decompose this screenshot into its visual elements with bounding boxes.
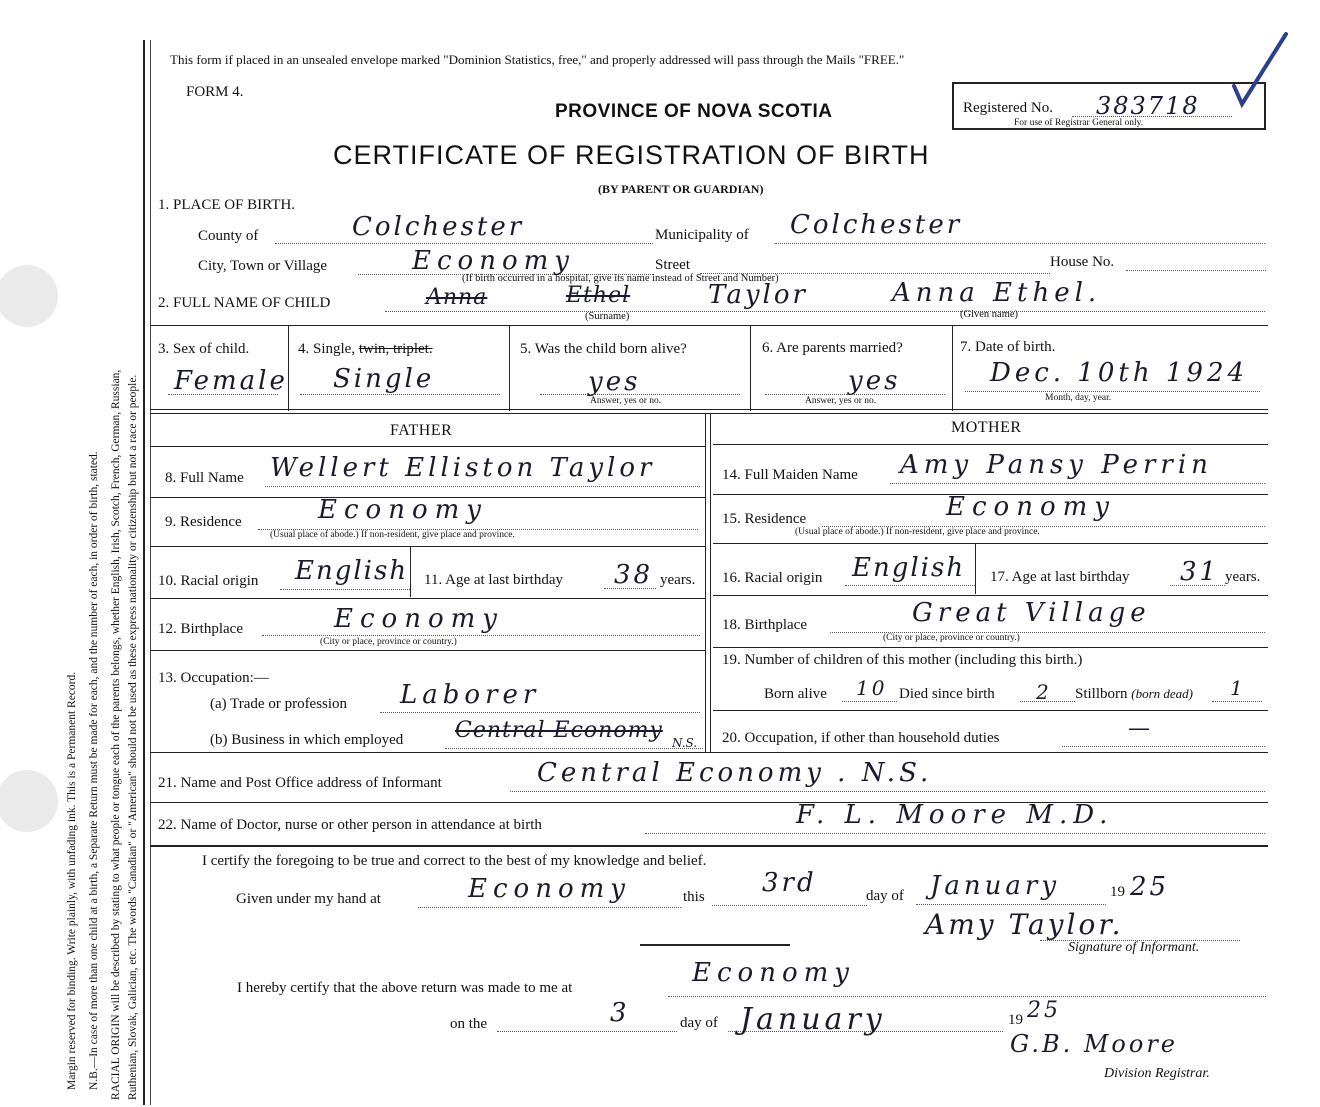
dob-label: 7. Date of birth. xyxy=(960,339,1056,355)
margin-note-2: N.B.—In case of more than one child at a birth, a Separate Return must be made for each, and the number of each, in order of birth, stated. xyxy=(88,451,100,1090)
given-year: 25 xyxy=(1130,872,1170,902)
rule-f-race-age xyxy=(410,547,411,597)
mother-race-line xyxy=(845,585,975,586)
doctor-value: F. L. Moore M.D. xyxy=(796,800,1114,830)
alive-line xyxy=(540,394,740,395)
given-day-of-label: day of xyxy=(866,888,904,904)
stillborn-label-text: Stillborn xyxy=(1075,686,1128,702)
alive-label: 5. Was the child born alive? xyxy=(520,341,687,357)
child-surname: Taylor xyxy=(708,280,808,310)
mail-notice: This form if placed in an unsealed envelope marked "Dominion Statistics, free," and properly addressed will pass through the Mails "FREE." xyxy=(170,52,905,67)
father-name-line xyxy=(265,486,700,487)
rule-col-sex xyxy=(288,325,289,411)
rule-m2 xyxy=(713,543,1268,544)
given-year-prefix: 19 xyxy=(1110,884,1125,900)
registrar-day: 3 xyxy=(610,998,630,1028)
rule-col-married xyxy=(952,325,953,411)
county-line xyxy=(275,243,653,244)
registrar-place: Economy xyxy=(692,958,855,988)
died-value: 2 xyxy=(1036,680,1052,704)
mother-name-value: Amy Pansy Perrin xyxy=(900,450,1213,480)
page-subtitle: (BY PARENT OR GUARDIAN) xyxy=(598,182,764,196)
doctor-line xyxy=(645,833,1265,834)
mother-birthplace-label: 18. Birthplace xyxy=(722,617,807,633)
registered-line xyxy=(1072,116,1232,117)
father-birthplace-caption: (City or place, province or country.) xyxy=(320,637,457,647)
binding-hole-top xyxy=(0,265,58,327)
sex-label: 3. Sex of child. xyxy=(158,341,250,357)
registrar-day-line xyxy=(497,1031,677,1032)
rule-row3-top xyxy=(150,325,1268,326)
father-residence-label: 9. Residence xyxy=(165,514,242,530)
father-birthplace-value: Economy xyxy=(334,604,504,634)
margin-note-1: Margin reserved for binding. Write plainly, with unfading ink. This is a Permanent Record. xyxy=(66,671,78,1090)
father-name-value: Wellert Elliston Taylor xyxy=(270,453,656,483)
dob-caption: Month, day, year. xyxy=(1045,393,1112,403)
given-label: Given under my hand at xyxy=(236,891,381,907)
struck-given-name: Anna xyxy=(426,285,488,310)
mother-name-label: 14. Full Maiden Name xyxy=(722,467,858,483)
margin-note-3: RACIAL ORIGIN will be described by stating to what people or tongue each of the parents belongs, whether English, Irish, Scotch, French, German, Russian, xyxy=(110,369,122,1100)
registrar-year-prefix: 19 xyxy=(1008,1012,1023,1028)
page-title: CERTIFICATE OF REGISTRATION OF BIRTH xyxy=(333,140,930,170)
born-alive-value: 10 xyxy=(856,676,888,700)
father-business-value: Central Economy xyxy=(455,718,663,743)
street-label: Street xyxy=(655,257,690,273)
registered-label: Registered No. xyxy=(963,100,1053,116)
given-day-line xyxy=(712,905,867,906)
doctor-label: 22. Name of Doctor, nurse or other person in attendance at birth xyxy=(158,817,542,833)
mother-age-value: 31 xyxy=(1180,557,1220,587)
mother-birthplace-caption: (City or place, province or country.) xyxy=(883,633,1020,643)
city-value: Economy xyxy=(412,246,575,276)
registered-box xyxy=(952,82,1266,130)
father-race-label: 10. Racial origin xyxy=(158,573,259,589)
father-name-label: 8. Full Name xyxy=(165,470,244,486)
informant-label: 21. Name and Post Office address of Informant xyxy=(158,775,442,791)
father-residence-value: Economy xyxy=(318,495,488,525)
father-residence-caption: (Usual place of abode.) If non-resident, give place and province. xyxy=(270,530,515,540)
married-value: yes xyxy=(848,366,901,396)
margin-rule-inner xyxy=(150,40,151,1105)
father-business-label: (b) Business in which employed xyxy=(210,732,404,748)
born-alive-label: Born alive xyxy=(764,686,827,702)
mother-occupation-line xyxy=(1062,746,1265,747)
stillborn-label xyxy=(1075,686,1193,703)
rule-m5 xyxy=(713,710,1268,711)
mother-residence-caption: (Usual place of abode.) If non-resident, give place and province. xyxy=(795,527,1040,537)
city-label: City, Town or Village xyxy=(198,258,328,274)
margin-rule xyxy=(143,40,145,1105)
rule-f3 xyxy=(150,598,705,599)
rule-m-race-age xyxy=(975,544,976,594)
married-line xyxy=(765,394,945,395)
single-value: Single xyxy=(333,364,435,394)
rule-heading-left xyxy=(150,446,705,447)
rule-heading-right xyxy=(713,444,1268,445)
rule-separator xyxy=(640,944,790,946)
registrar-year: 25 xyxy=(1027,998,1061,1023)
mother-age-unit: years. xyxy=(1225,569,1261,585)
dob-line xyxy=(965,391,1260,392)
rule-father-mother xyxy=(705,413,706,753)
alive-caption: Answer, yes or no. xyxy=(590,396,662,406)
married-label: 6. Are parents married? xyxy=(762,340,903,356)
father-occupation-label: 13. Occupation:— xyxy=(158,670,269,686)
died-label: Died since birth xyxy=(899,686,995,702)
mother-residence-label: 15. Residence xyxy=(722,511,807,527)
surname-caption: (Surname) xyxy=(585,311,630,322)
stillborn-note: (born dead) xyxy=(1131,686,1194,701)
stillborn-value: 1 xyxy=(1230,676,1246,700)
father-birthplace-line xyxy=(262,635,700,636)
mother-children-label: 19. Number of children of this mother (including this birth.) xyxy=(722,652,1083,668)
given-month: January xyxy=(930,871,1061,901)
registrar-note: For use of Registrar General only. xyxy=(1014,118,1144,128)
mother-birthplace-value: Great Village xyxy=(912,598,1151,628)
mother-name-line xyxy=(890,483,1265,484)
father-birthplace-label: 12. Birthplace xyxy=(158,621,243,637)
certify-statement: I certify the foregoing to be true and correct to the best of my knowledge and belief. xyxy=(202,853,707,869)
informant-signature-caption: Signature of Informant. xyxy=(1068,940,1200,955)
father-business-line xyxy=(445,748,703,749)
married-caption: Answer, yes or no. xyxy=(805,396,877,406)
rule-row3-bottom-2 xyxy=(150,413,1268,414)
informant-line xyxy=(510,791,1265,792)
province-title: PROVINCE OF NOVA SCOTIA xyxy=(555,101,833,122)
dob-value: Dec. 10th 1924 xyxy=(990,358,1249,388)
father-trade-value: Laborer xyxy=(400,680,541,710)
father-race-value: English xyxy=(295,556,409,586)
rule-m4 xyxy=(713,647,1268,648)
house-line xyxy=(1126,270,1266,271)
county-value: Colchester xyxy=(352,212,525,242)
father-business-suffix: N.S. xyxy=(672,736,698,750)
single-label xyxy=(298,341,433,358)
father-race-line xyxy=(280,589,410,590)
registrar-day-of-label: day of xyxy=(680,1015,718,1031)
form-number: FORM 4. xyxy=(186,84,244,100)
mother-residence-value: Economy xyxy=(946,492,1116,522)
mother-occupation-label: 20. Occupation, if other than household duties xyxy=(722,730,1000,746)
registrar-statement: I hereby certify that the above return was made to me at xyxy=(237,980,573,996)
rule-row3-bottom xyxy=(150,409,1268,410)
place-of-birth-label: 1. PLACE OF BIRTH. xyxy=(158,197,296,213)
rule-f4 xyxy=(150,650,705,651)
father-age-label: 11. Age at last birthday xyxy=(424,572,563,588)
given-this-label: this xyxy=(683,889,705,905)
rule-doctor xyxy=(150,845,1268,847)
father-trade-line xyxy=(380,712,700,713)
mother-age-label: 17. Age at last birthday xyxy=(990,569,1130,585)
sex-line xyxy=(168,394,278,395)
informant-signature: Amy Taylor. xyxy=(925,908,1124,941)
registrar-caption: Division Registrar. xyxy=(1104,1066,1210,1081)
rule-parents-bottom xyxy=(150,752,1268,753)
rule-col-alive xyxy=(750,325,751,411)
given-place: Economy xyxy=(468,874,631,904)
rule-m3 xyxy=(713,595,1268,596)
hospital-note: (If birth occurred in a hospital, give its name instead of Street and Number) xyxy=(462,273,779,284)
child-given-name: Anna Ethel. xyxy=(892,278,1102,308)
registrar-on-the-label: on the xyxy=(450,1016,488,1032)
house-label: House No. xyxy=(1050,254,1115,270)
mother-race-label: 16. Racial origin xyxy=(722,570,823,586)
born-alive-line xyxy=(842,701,897,702)
single-line xyxy=(300,394,500,395)
mother-heading: MOTHER xyxy=(951,419,1022,436)
registrar-place-line xyxy=(668,996,1266,997)
single-struck-text: twin, triplet. xyxy=(358,341,433,357)
rule-father-mother-2 xyxy=(710,413,711,753)
mother-race-value: English xyxy=(852,553,966,583)
informant-value: Central Economy . N.S. xyxy=(537,758,933,788)
municipality-label: Municipality of xyxy=(655,227,749,243)
child-name-line xyxy=(385,311,1265,312)
binding-hole-bottom xyxy=(0,770,58,832)
registered-number: 383718 xyxy=(1096,92,1200,120)
alive-value: yes xyxy=(588,367,641,397)
single-label-text: 4. Single, xyxy=(298,341,356,357)
struck-middle-name: Ethel xyxy=(566,283,631,308)
child-name-label: 2. FULL NAME OF CHILD xyxy=(158,295,331,311)
checkmark-icon xyxy=(1228,28,1292,115)
municipality-line xyxy=(775,243,1265,244)
stillborn-line xyxy=(1212,701,1262,702)
father-age-unit: years. xyxy=(660,572,696,588)
given-month-line xyxy=(916,904,1106,905)
given-caption: (Given name) xyxy=(960,309,1019,320)
father-heading: FATHER xyxy=(390,422,453,439)
father-trade-label: (a) Trade or profession xyxy=(210,696,348,712)
municipality-value: Colchester xyxy=(790,210,963,240)
rule-f2 xyxy=(150,546,705,547)
registrar-signature: G.B. Moore xyxy=(1010,1030,1178,1058)
margin-note-4: Ruthenian, Slovak, Galician, etc. The words "Canadian" or "American" should not be used as these express nationality or citizenship but not a race or people. xyxy=(127,374,139,1100)
county-label: County of xyxy=(198,228,259,244)
father-age-value: 38 xyxy=(614,560,654,590)
rule-col-single xyxy=(509,325,510,411)
registrar-month: January xyxy=(740,1002,886,1037)
mother-occupation-value: — xyxy=(1128,716,1153,741)
given-day: 3rd xyxy=(762,868,817,898)
given-place-line xyxy=(418,907,681,908)
sex-value: Female xyxy=(174,366,288,396)
